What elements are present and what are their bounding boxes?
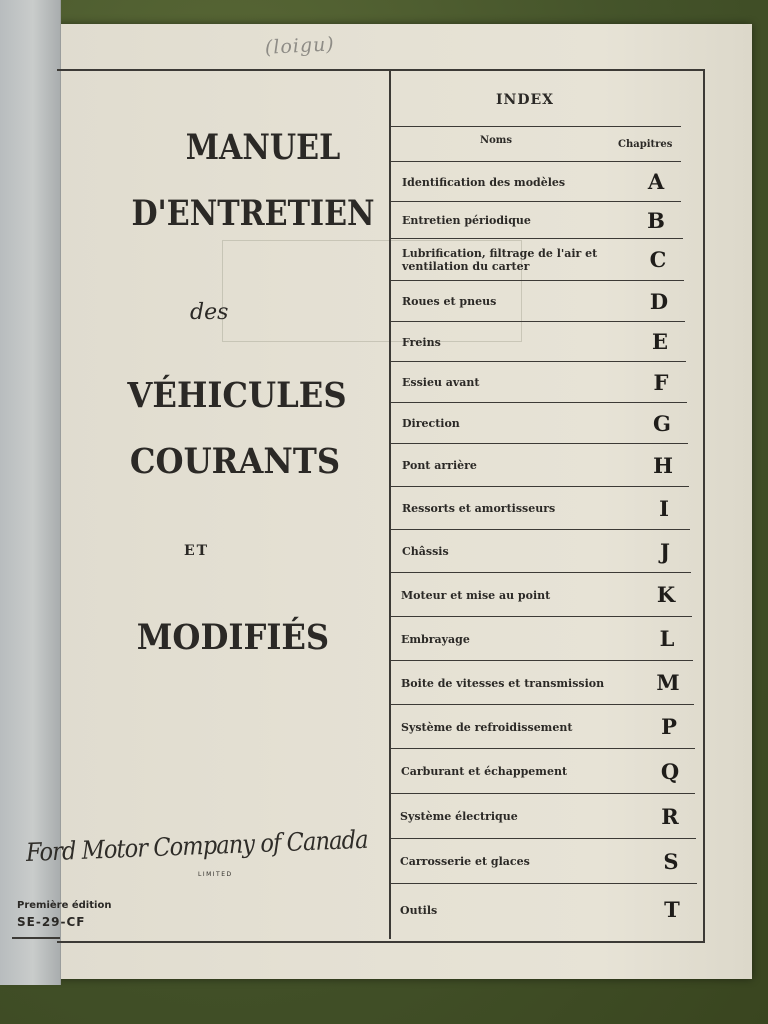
- index-row-name: Outils: [400, 904, 438, 917]
- index-row: [389, 883, 697, 936]
- index-row: [390, 704, 694, 749]
- index-row: [390, 572, 691, 617]
- index-row: [391, 443, 688, 487]
- column-header-chapters: Chapitres: [618, 139, 673, 150]
- index-row-chapter-letter: H: [653, 453, 673, 478]
- index-row-name: Carburant et échappement: [401, 765, 568, 778]
- index-row: [391, 161, 681, 202]
- index-row-name: Embrayage: [401, 633, 470, 646]
- index-header: [391, 72, 673, 124]
- index-row-name: Direction: [402, 417, 460, 430]
- index-header-divider: [391, 126, 681, 127]
- title-connector-des: des: [190, 300, 229, 325]
- edition-label: Première édition: [17, 900, 112, 911]
- index-row-chapter-letter: E: [651, 329, 668, 354]
- index-row-chapter-letter: D: [649, 289, 669, 314]
- index-row-chapter-letter: F: [653, 370, 669, 395]
- index-row-chapter-letter: M: [656, 670, 680, 695]
- title-line-3: VÉHICULES: [127, 375, 347, 416]
- ford-logo: Ford Motor Company of Canada: [25, 824, 369, 867]
- index-row-name: Entretien périodique: [402, 214, 531, 227]
- index-row: [391, 529, 690, 573]
- index-row-chapter-letter: G: [653, 411, 671, 436]
- ford-logo-subtext: LIMITED: [198, 871, 233, 878]
- index-row: [390, 616, 692, 661]
- index-row-chapter-letter: J: [660, 539, 670, 564]
- index-row: [390, 748, 695, 794]
- index-row-chapter-letter: K: [656, 582, 676, 607]
- index-row-chapter-letter: P: [661, 714, 677, 739]
- index-row-name: Moteur et mise au point: [401, 589, 551, 602]
- index-row-name: Roues et pneus: [402, 295, 497, 308]
- column-header-names: Noms: [480, 135, 513, 146]
- index-row: [391, 486, 689, 530]
- index-row: [389, 793, 695, 839]
- title-connector-et: ET: [184, 543, 210, 559]
- index-row-chapter-letter: I: [659, 496, 669, 521]
- index-row-name: Lubrification, filtrage de l'air et ventilation du carter: [402, 247, 598, 273]
- index-row-chapter-letter: B: [647, 208, 665, 233]
- index-row-name: Carrosserie et glaces: [400, 855, 530, 868]
- title-line-1: MANUEL: [185, 127, 341, 168]
- title-line-4: COURANTS: [129, 441, 341, 482]
- index-row: [391, 321, 685, 362]
- index-row: [391, 280, 684, 322]
- index-row: [390, 660, 693, 705]
- index-row-chapter-letter: L: [659, 626, 675, 651]
- frame-bottom-line: [12, 937, 60, 939]
- index-row-name: Système de refroidissement: [401, 721, 573, 734]
- index-row: [389, 838, 696, 884]
- title-line-2: D'ENTRETIEN: [131, 193, 375, 234]
- index-row-name: Freins: [402, 336, 441, 349]
- publication-code: SE-29-CF: [17, 915, 86, 929]
- index-row-name: Système électrique: [400, 810, 518, 823]
- index-row: [391, 402, 687, 444]
- index-row: [391, 361, 686, 403]
- index-row-name: Ressorts et amortisseurs: [402, 502, 556, 515]
- index-row-name: Châssis: [402, 545, 449, 558]
- index-row-chapter-letter: R: [661, 804, 679, 829]
- index-row-name: Identification des modèles: [402, 176, 566, 189]
- index-row-chapter-letter: T: [664, 897, 680, 922]
- index-row-chapter-letter: C: [649, 247, 667, 272]
- index-title: INDEX: [496, 92, 555, 108]
- index-row-name: Boite de vitesses et transmission: [401, 677, 605, 690]
- index-row-chapter-letter: S: [663, 849, 679, 874]
- index-row: [391, 238, 683, 281]
- handwritten-note: (loigu): [264, 33, 336, 59]
- title-line-5: MODIFIÉS: [136, 617, 330, 658]
- index-row-chapter-letter: A: [647, 169, 665, 194]
- index-row-chapter-letter: Q: [660, 759, 680, 784]
- index-row: [391, 201, 681, 239]
- index-row-name: Essieu avant: [402, 376, 480, 389]
- index-row-name: Pont arrière: [402, 459, 477, 472]
